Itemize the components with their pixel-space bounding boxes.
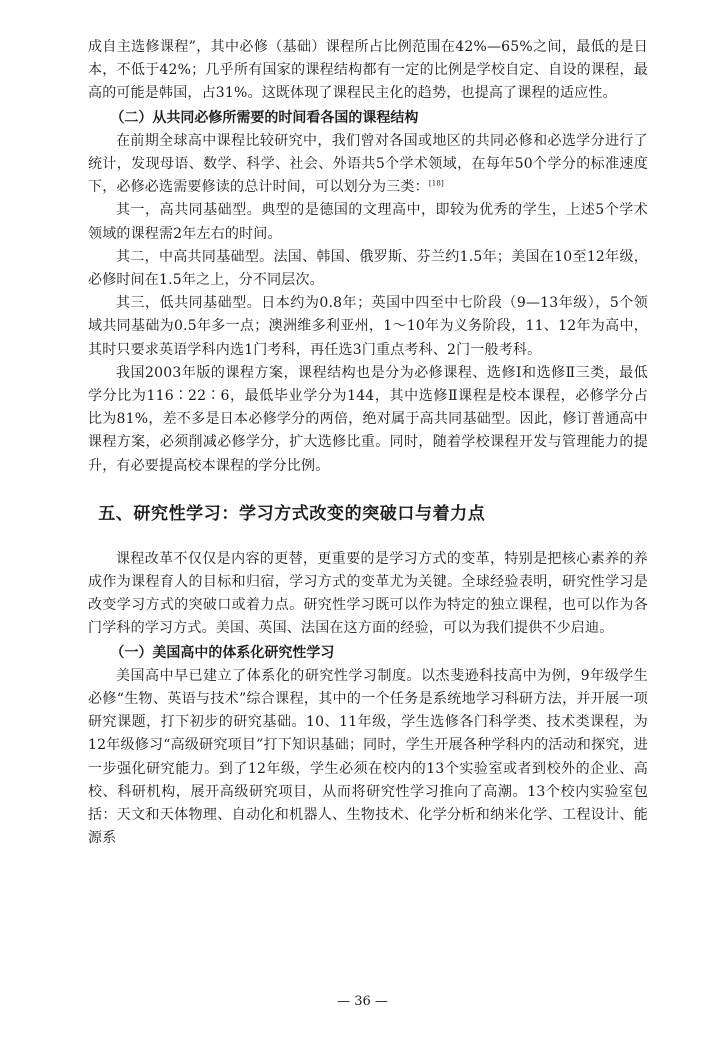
paragraph-survey-text: 在前期全球高中课程比较研究中，我们曾对各国或地区的共同必修和必选学分进行了统计，发现母语、数学、科学、社会、外语共5个学术领域，在每年50个学分的标准速度下，必修必选需要修读的总计时间，可以划分为三类： [88,132,648,196]
paragraph-inquiry-intro: 课程改革不仅仅是内容的更替，更重要的是学习方式的变革，特别是把核心素养的养成作为课程育人的目标和归宿，学习方式的变革尤为关键。全球经验表明，研究性学习是改变学习方式的突破口或着力点。研究性学习既可以作为特定的独立课程，也可以作为各门学科的学习方式。美国、英国、法国在这方面的经验，可以为我们提供不少启迪。 [88,550,648,637]
citation-ref: [18] [428,179,444,188]
page-body [88,36,648,851]
paragraph-china: 我国2003年版的课程方案，课程结构也是分为必修课程、选修Ⅰ和选修Ⅱ三类，最低学分比为116∶22∶6，最低毕业学分为144，其中选修Ⅱ课程是校本课程，必修学分占比为81%，差不多是日本必修学分的两倍，绝对属于高共同基础型。因此，修订普通高中课程方案，必须削减必修学分，扩大选修比重。同时，随着学校课程开发与管理能力的提升，有必要提高校本课程的学分比例。 [88,364,648,474]
paragraph-type-3: 其三，低共同基础型。日本约为0.8年；英国中四至中七阶段（9—13年级），5个领域共同基础为0.5年多一点；澳洲维多利亚州，1～10年为义务阶段，11、12年为高中，其时只要求英语学科内选1门考科，再任选3门重点考科、2门一般考科。 [88,295,648,358]
subsection-heading-us: （一）美国高中的体系化研究性学习 [110,644,335,661]
page-number: — 36 — [337,994,388,1009]
paragraph-survey [88,130,648,200]
section-heading-5: 五、研究性学习：学习方式改变的突破口与着力点 [98,503,486,524]
subsection-heading-2: （二）从共同必修所需要的时间看各国的课程结构 [110,109,419,126]
paragraph-continued: 成自主选修课程”，其中必修（基础）课程所占比例范围在42%—65%之间，最低的是日本，不低于42%；几乎所有国家的课程结构都有一定的比例是学校自定、自设的课程，最高的可能是韩国，占31%。这既体现了课程民主化的趋势，也提高了课程的适应性。 [88,39,648,102]
paragraph-type-1: 其一，高共同基础型。典型的是德国的文理高中，即较为优秀的学生，上述5个学术领域的课程需2年左右的时间。 [88,202,648,242]
paragraph-type-2: 其二，中高共同基础型。法国、韩国、俄罗斯、芬兰约1.5年；美国在10至12年级，必修时间在1.5年之上，分不同层次。 [88,248,648,289]
paragraph-us-school: 美国高中早已建立了体系化的研究性学习制度。以杰斐逊科技高中为例，9年级学生必修“生物、英语与技术”综合课程，其中的一个任务是系统地学习科研方法，并开展一项研究课题，打下初步的研究基础。10、11年级，学生选修各门科学类、技术类课程，为12年级修习“高级研究项目”打下知识基础；同时，学生开展各种学科内的活动和探究，进一步强化研究能力。到了12年级，学生必须在校内的13个实验室或者到校外的企业、高校、科研机构，展开高级研究项目，从而将研究性学习推向了高潮。13个校内实验室包括：天文和天体物理、自动化和机器人、生物技术、化学分析和纳米化学、工程设计、能源系 [88,667,648,847]
